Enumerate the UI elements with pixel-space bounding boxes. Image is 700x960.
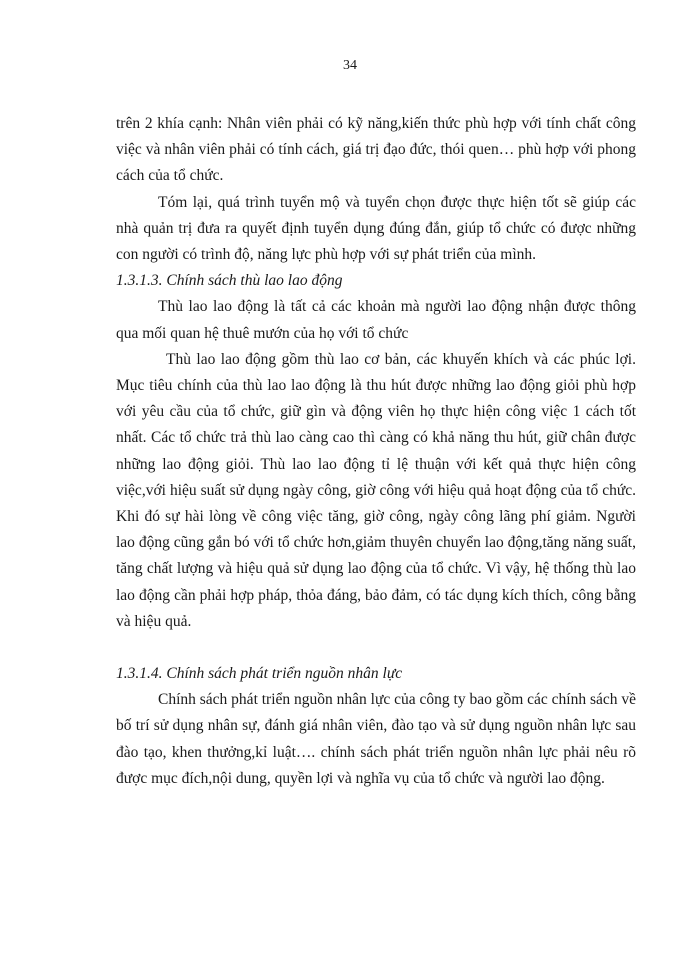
paragraph-hr-development: Chính sách phát triển nguồn nhân lực của công ty bao gồm các chính sách về bố trí sử dụng nhân sự, đánh giá nhân viên, đào tạo và sử dụng nguồn nhân lực sau đào tạo, khen thưởng,kỉ luật…. chính sách phát triển nguồn nhân lực phải nêu rõ được mục đích,nội dung, quyền lợi và nghĩa vụ của tổ chức và người lao động. [116,691,636,787]
page-number: 34 [343,58,357,73]
section-heading-1313: 1.3.1.3. Chính sách thù lao lao động [116,272,343,290]
document-body [116,111,636,792]
section-heading-1314: 1.3.1.4. Chính sách phát triển nguồn nhân lực [116,665,403,683]
paragraph-summary: Tóm lại, quá trình tuyển mộ và tuyển chọn được thực hiện tốt sẽ giúp các nhà quản trị đưa ra quyết định tuyển dụng đúng đắn, giúp tổ chức có được những con người có trình độ, năng lực phù hợp với sự phát triển của mình. [116,193,636,264]
paragraph-intro: trên 2 khía cạnh: Nhân viên phải có kỹ năng,kiến thức phù hợp với tính chất công việc và nhân viên phải có tính cách, giá trị đạo đức, thói quen… phù hợp với phong cách của tổ chức. [116,115,636,185]
paragraph-compensation-detail: Thù lao lao động gồm thù lao cơ bản, các khuyến khích và các phúc lợi. Mục tiêu chính của thù lao lao động là thu hút được những lao động giỏi phù hợp với yêu cầu của tổ chức, giữ gìn và động viên họ thực hiện công việc 1 cách tốt nhất. Các tổ chức trả thù lao càng cao thì càng có khả năng thu hút, giữ chân được những lao động giỏi. Thù lao lao động tỉ lệ thuận với kết quả thực hiện công việc,với hiệu suất sử dụng ngày công, giờ công với hiệu quả hoạt động của tổ chức. Khi đó sự hài lòng về công việc tăng, giờ công, ngày công lãng phí giảm. Người lao động cũng gắn bó với tổ chức hơn,giảm thuyên chuyển lao động,tăng năng suất, tăng chất lượng và hiệu quả sử dụng lao động của tổ chức. Vì vậy, hệ thống thù lao lao động cần phải hợp pháp, thỏa đáng, bảo đảm, có tác dụng kích thích, công bằng và hiệu quả. [116,350,636,630]
spacer [116,635,636,661]
paragraph-compensation-definition: Thù lao lao động là tất cả các khoản mà người lao động nhận được thông qua mối quan hệ thuê mướn của họ với tổ chức [116,298,636,342]
